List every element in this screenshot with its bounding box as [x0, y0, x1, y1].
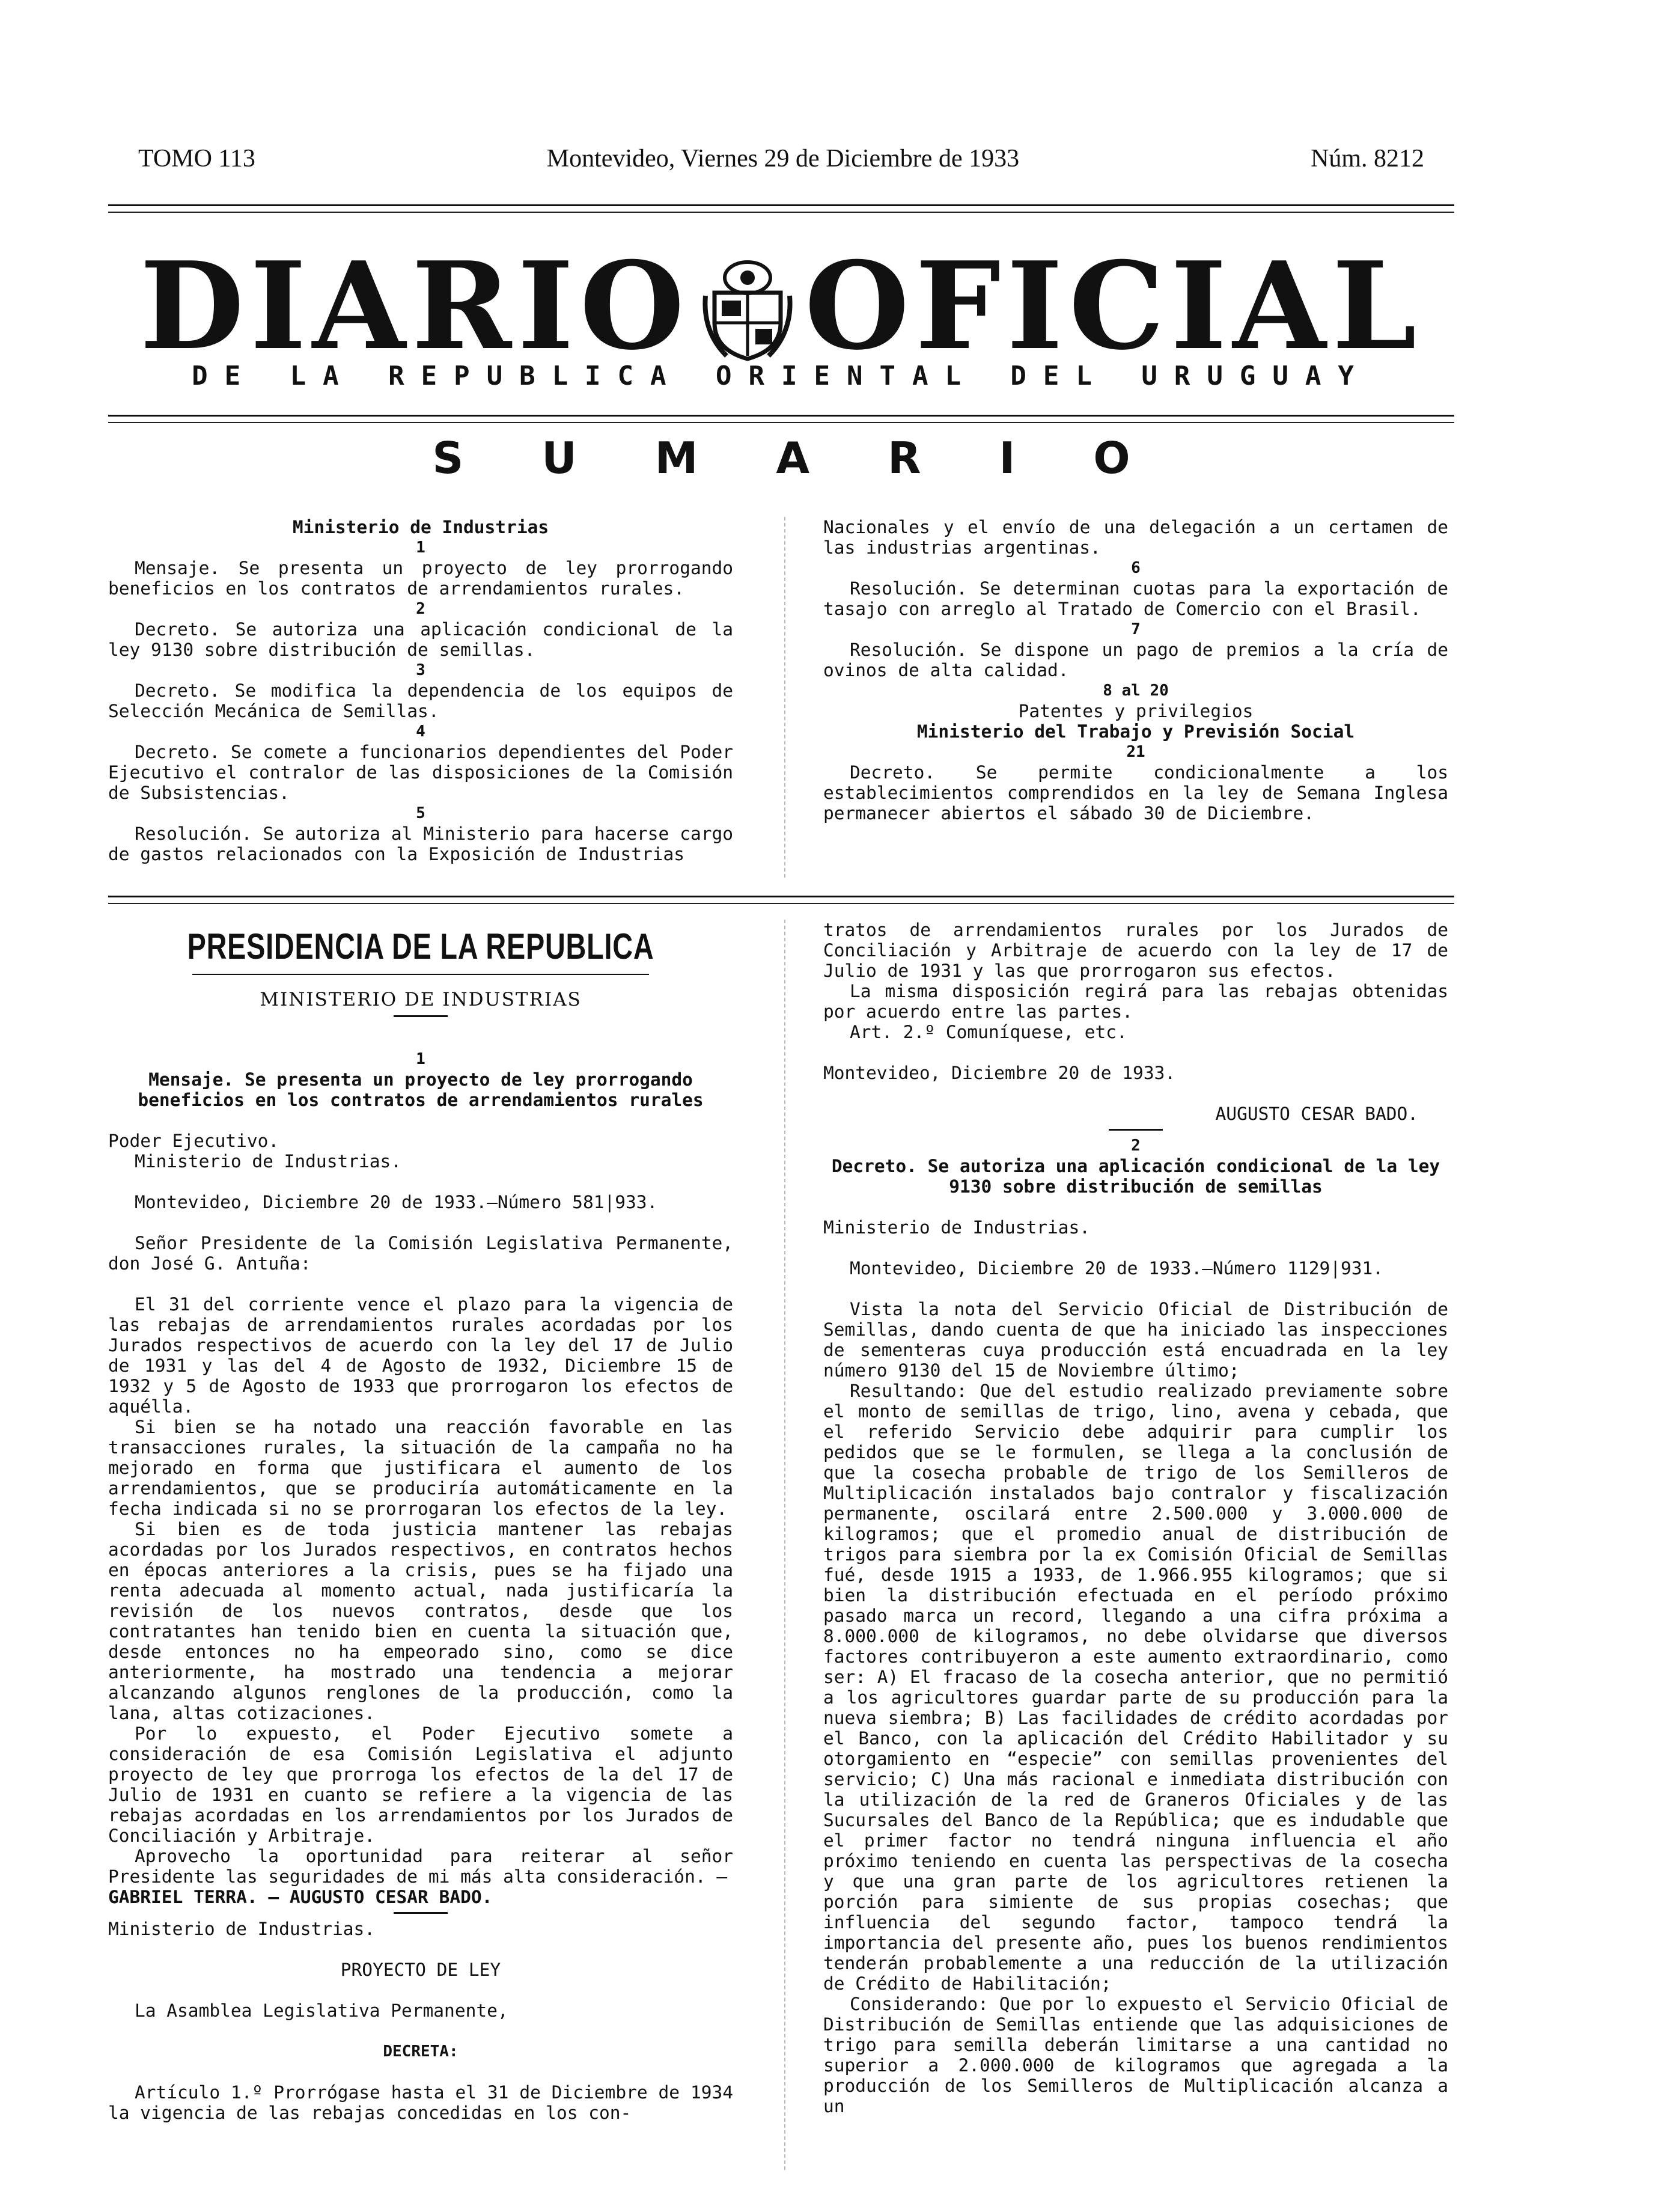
summary-item: Resolución. Se autoriza al Ministerio para hacerse cargo de gastos relacionados con la Exposición de Industrias: [108, 823, 733, 864]
sumario-title: SUMARIO: [432, 433, 1208, 483]
summary-item: Mensaje. Se presenta un proyecto de ley prorrogando beneficios en los contratos de arrendamientos rurales.: [108, 558, 733, 599]
item-number: 8 al 20: [1103, 682, 1169, 700]
masthead-right-word: OFICIAL: [804, 236, 1423, 377]
summary-item: Decreto. Se permite condicionalmente a los establecimientos comprendidos en la ley de Semana Inglesa permanecer abiertos el sábado 30 de Diciembre.: [823, 762, 1448, 823]
issue-date: Montevideo, Viernes 29 de Diciembre de 1933: [546, 145, 1020, 173]
coat-of-arms-icon: [702, 260, 793, 362]
centered-line: Patentes y privilegios: [1018, 701, 1254, 721]
paragraph: Resultando: Que del estudio realizado previamente sobre el monto de semillas de trigo, lino, avena y cebada, que el referido Servicio debe adquirir para cumplir los pedidos que se le formulen, se llega a la conclusión de que la cosecha probable de trigo de los Semilleros de Multiplicación instalados bajo contralor y fiscalización permanente, oscilará entre 2.500.000 y 3.000.000 de kilogramos; que el promedio anual de distribución de trigos para siembra por la ex Comisión Oficial de Semillas fué, desde 1915 a 1933, de 1.966.955 kilogramos; que si bien la distribución efectuada en el período próximo pasado marca un record, llegando a una cifra próxima a 8.000.000 de kilogramos, no debe olvidarse que diversos factores contribuyeron a este aumento extraordinario, como ser: A) El fracaso de la cosecha anterior, que no permitió a los agricultores guardar parte de su producción para la nueva siembra; B) Las facilidades de crédito acordadas por el Banco, con la aplicación del Crédito Habilitador y su otorgamiento en “especie” con semillas provenientes del servicio; C) Una más racional e inmediata distribución con la utilización de la red de Graneros Oficiales y de las Sucursales del Banco de la República; que es indudable que el primer factor no tendrá ninguna influencia el año próximo teniendo en cuenta las perspectivas de la cosecha y que una gran parte de los agricultores retienen la porción para simiente de sus propias cosechas; que influencia del segundo factor, tampoco tendrá la importancia del presente año, pues los buenos rendimientos tenderán probablemente a una reducción de la utilización de Crédito de Habilitación;: [823, 1381, 1448, 1994]
section-title: PRESIDENCIA DE LA REPUBLICA: [187, 926, 654, 967]
paragraph: Artículo 1.º Prorrógase hasta el 31 de Diciembre de 1934 la vigencia de las rebajas concedidas en los con-: [108, 2082, 733, 2123]
paragraph: Art. 2.º Comuníquese, etc.: [850, 1022, 1127, 1042]
paragraph: La misma disposición regirá para las rebajas obtenidas por acuerdo entre las partes.: [823, 981, 1448, 1022]
sumario-right-column: [823, 517, 1448, 823]
spacer: [108, 1274, 733, 1294]
header-rule-bottom: [108, 212, 1454, 213]
item-number: 2: [1131, 1137, 1141, 1155]
ministry-heading: [108, 989, 733, 1022]
body-left-column: [108, 1049, 733, 2123]
ministry-heading-rule: [394, 1015, 448, 1017]
section-heading: Ministerio del Trabajo y Previsión Social: [916, 721, 1355, 742]
paragraph: Considerando: Que por lo expuesto el Servicio Oficial de Distribución de Semillas entiende que las adquisiciones de trigo para semilla deberán limitarse a una cantidad no superior a 2.000.000 de kilogramos que agregada a la producción de los Semilleros de Multiplicación alcanza a un: [823, 1994, 1448, 2116]
summary-item: Decreto. Se modifica la dependencia de los equipos de Selección Mecánica de Semillas.: [108, 680, 733, 721]
paragraph: Vista la nota del Servicio Oficial de Distribución de Semillas, dando cuenta de que ha iniciado las inspecciones de sementeras cuya producción está encuadrada en la ley número 9130 del 15 de Noviembre último;: [823, 1299, 1448, 1381]
paragraph: Ministerio de Industrias.: [135, 1151, 402, 1172]
spacer: [823, 1238, 1448, 1258]
header-rule-top: [108, 204, 1454, 206]
item-number: 1: [416, 539, 425, 557]
issue-number: Núm. 8212: [1310, 145, 1424, 173]
separator-rule: [394, 1912, 448, 1914]
paragraph: Aprovecho la oportunidad para reiterar al señor Presidente las seguridades de mi más alta consideración. —: [108, 1846, 733, 1887]
sumario-rule-top: [108, 896, 1454, 897]
item-number: 6: [1131, 559, 1141, 577]
spacer: [823, 1042, 1448, 1063]
paragraph: Montevideo, Diciembre 20 de 1933.: [823, 1063, 1176, 1083]
spacer: [108, 2021, 733, 2041]
masthead-subtitle: DE LA REPUBLICA ORIENTAL DEL URUGUAY: [192, 361, 1371, 391]
spacer: [108, 1212, 733, 1233]
paragraph: Por lo expuesto, el Poder Ejecutivo somete a consideración de esa Comisión Legislativa el adjunto proyecto de ley que prorroga los efectos de la del 17 de Julio de 1931 en cuanto se refiere a la vigencia de las rebajas acordadas en los arrendamientos por los Jurados de Conciliación y Arbitraje.: [108, 1723, 733, 1846]
spacer: [823, 1279, 1448, 1299]
spacer: [108, 1980, 733, 2000]
masthead-rule-top: [108, 415, 1454, 417]
paragraph: Si bien se ha notado una reacción favorable en las transacciones rurales, la situación de la campaña no ha mejorado en forma que justificara el aumento de los arrendamientos, que se produciría automáticamente en la fecha indicada si no se prorrogaran los efectos de la ley.: [108, 1417, 733, 1519]
signature-line: GABRIEL TERRA. — AUGUSTO CESAR BADO.: [108, 1887, 493, 1907]
sumario-column-divider: [784, 517, 785, 878]
spacer: [108, 1939, 733, 1960]
ministry-heading-text: MINISTERIO DE INDUSTRIAS: [260, 989, 582, 1010]
item-number: 21: [1126, 743, 1145, 761]
paragraph: El 31 del corriente vence el plazo para la vigencia de las rebajas de arrendamientos rurales acordadas por los Jurados respectivos de acuerdo con la ley del 17 de Julio de 1931 y las del 4 de Agosto de 1932, Diciembre 15 de 1932 y 5 de Agosto de 1933 que prorrogaron los efectos de aquélla.: [108, 1294, 733, 1417]
item-number: 3: [416, 661, 425, 679]
centered-line: PROYECTO DE LEY: [340, 1960, 501, 1980]
body-column-divider: [784, 920, 785, 2170]
spacer: [823, 1083, 1448, 1104]
masthead-left-word: DIARIO: [139, 236, 690, 377]
item-number: 7: [1131, 620, 1141, 638]
spacer: [108, 1172, 733, 1192]
paragraph: Montevideo, Diciembre 20 de 1933.—Número 1129|931.: [850, 1258, 1384, 1279]
paragraph: Poder Ejecutivo.: [108, 1131, 279, 1151]
header-line: [138, 144, 1424, 173]
paragraph: Si bien es de toda justicia mantener las rebajas acordadas por los Jurados respectivos, en contratos hechos en épocas anteriores a la crisis, pues se ha fijado una renta adecuada al momento actual, nada justificaría la revisión de los nuevos contratos, desde que los contratantes han tenido bien en cuenta la situación que, desde entonces no ha empeorado sino, como se dice anteriormente, ha mostrado una tendencia a mejorar alcanzando algunos renglones de la producción, como la lana, altas cotizaciones.: [108, 1519, 733, 1723]
sumario-rule-bottom: [108, 903, 1454, 904]
article-headline: Mensaje. Se presenta un proyecto de ley prorrogando beneficios en los contratos de arrendamientos rurales: [138, 1069, 704, 1110]
spacer: [108, 2062, 733, 2082]
separator-rule: [1109, 1129, 1163, 1131]
summary-item: Resolución. Se dispone un pago de premios a la cría de ovinos de alta calidad.: [823, 640, 1448, 680]
summary-item: Decreto. Se comete a funcionarios dependientes del Poder Ejecutivo el contralor de las disposiciones de la Comisión de Subsistencias.: [108, 742, 733, 803]
paragraph: tratos de arrendamientos rurales por los Jurados de Conciliación y Arbitraje de acuerdo con la ley de 17 de Julio de 1931 y las que prorrogaron sus efectos.: [823, 920, 1448, 981]
section-heading: Ministerio de Industrias: [292, 517, 549, 537]
item-number: 1: [416, 1050, 425, 1068]
spacer: [108, 1110, 733, 1131]
signature-line: AUGUSTO CESAR BADO.: [1215, 1104, 1418, 1124]
body-right-column: [823, 920, 1448, 2116]
section-title-underline: [192, 974, 649, 975]
summary-item: Resolución. Se determinan cuotas para la exportación de tasajo con arreglo al Tratado de Comercio con el Brasil.: [823, 578, 1448, 619]
article-headline: Decreto. Se autoriza una aplicación condicional de la ley 9130 sobre distribución de semillas: [831, 1156, 1440, 1197]
summary-item-continued: Nacionales y el envío de una delegación a un certamen de las industrias argentinas.: [823, 517, 1448, 558]
paragraph: Montevideo, Diciembre 20 de 1933.—Número 581|933.: [135, 1192, 658, 1212]
volume-label: TOMO 113: [138, 145, 255, 173]
paragraph: Ministerio de Industrias.: [823, 1217, 1091, 1238]
item-number: DECRETA:: [383, 2042, 459, 2061]
item-number: 2: [416, 600, 425, 618]
spacer: [823, 1197, 1448, 1217]
masthead-rule-bottom: [108, 422, 1454, 423]
paragraph: La Asamblea Legislativa Permanente,: [135, 2000, 508, 2021]
item-number: 4: [416, 723, 425, 741]
summary-item: Decreto. Se autoriza una aplicación condicional de la ley 9130 sobre distribución de semillas.: [108, 619, 733, 660]
paragraph: Ministerio de Industrias.: [108, 1919, 376, 1939]
sumario-left-column: [108, 517, 733, 864]
item-number: 5: [416, 804, 425, 822]
paragraph: Señor Presidente de la Comisión Legislativa Permanente, don José G. Antuña:: [108, 1233, 733, 1274]
